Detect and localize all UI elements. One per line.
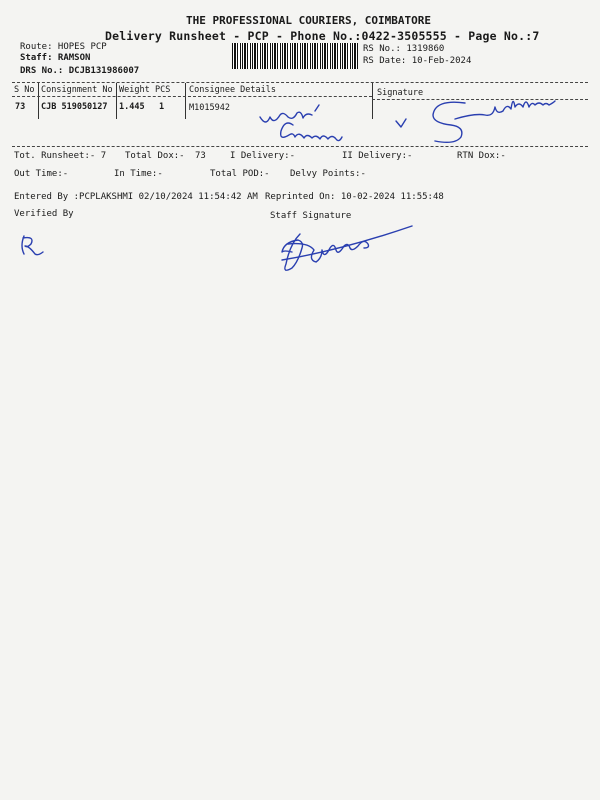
verified-by-label: Verified By bbox=[14, 209, 74, 219]
row-consignment: CJB 519050127 bbox=[41, 102, 108, 112]
col-header-weight: Weight bbox=[119, 85, 150, 95]
col-header-consignee: Consignee Details bbox=[189, 85, 276, 95]
handwritten-consignee-note bbox=[255, 97, 365, 152]
entered-by: Entered By :PCPLAKSHMI 02/10/2024 11:54:42 AM bbox=[14, 192, 258, 202]
verifier-initials bbox=[18, 232, 48, 258]
row-weight: 1.445 bbox=[119, 102, 145, 112]
col-header-sno: S No bbox=[14, 85, 35, 95]
drs-number: DRS No.: DCJB131986007 bbox=[20, 66, 140, 76]
reprinted-on: Reprinted On: 10-02-2024 11:55:48 bbox=[265, 192, 444, 202]
row-sno: 73 bbox=[15, 102, 26, 112]
rtn-dox-label: RTN Dox:- bbox=[457, 151, 506, 161]
col-header-pcs: PCS bbox=[155, 85, 171, 95]
ii-delivery-label: II Delivery:- bbox=[342, 151, 413, 161]
col-divider bbox=[185, 83, 186, 119]
delivery-points-label: Delvy Points:- bbox=[290, 169, 366, 179]
total-runsheet: Tot. Runsheet:- 7 bbox=[14, 151, 107, 161]
rs-number: RS No.: 1319860 bbox=[363, 44, 445, 54]
staff-signature bbox=[272, 220, 422, 280]
rs-date: RS Date: 10-Feb-2024 bbox=[363, 56, 472, 66]
barcode bbox=[232, 43, 358, 69]
staff-label: Staff: RAMSON bbox=[20, 53, 91, 63]
handwritten-signature bbox=[425, 95, 575, 145]
col-header-signature: Signature bbox=[377, 88, 424, 98]
in-time-label: In Time:- bbox=[114, 169, 163, 179]
total-pod-label: Total POD:- bbox=[210, 169, 270, 179]
i-delivery-label: I Delivery:- bbox=[230, 151, 296, 161]
col-divider bbox=[38, 83, 39, 119]
divider bbox=[12, 82, 588, 83]
route-label: Route: HOPES PCP bbox=[20, 42, 107, 52]
check-mark-icon bbox=[394, 117, 408, 131]
company-title: THE PROFESSIONAL COURIERS, COIMBATORE bbox=[186, 14, 432, 27]
col-divider bbox=[372, 83, 373, 119]
out-time-label: Out Time:- bbox=[14, 169, 69, 179]
row-consignee: M1015942 bbox=[189, 103, 230, 113]
col-header-consignment: Consignment No bbox=[41, 85, 113, 95]
divider bbox=[12, 146, 588, 147]
row-pcs: 1 bbox=[159, 102, 165, 112]
total-dox-value: 73 bbox=[195, 151, 206, 161]
staff-signature-label: Staff Signature bbox=[270, 211, 352, 221]
runsheet-title: Delivery Runsheet - PCP - Phone No.:0422-3505555 - Page No.:7 bbox=[105, 29, 540, 43]
col-divider bbox=[116, 83, 117, 119]
total-dox-label: Total Dox:- bbox=[125, 151, 185, 161]
